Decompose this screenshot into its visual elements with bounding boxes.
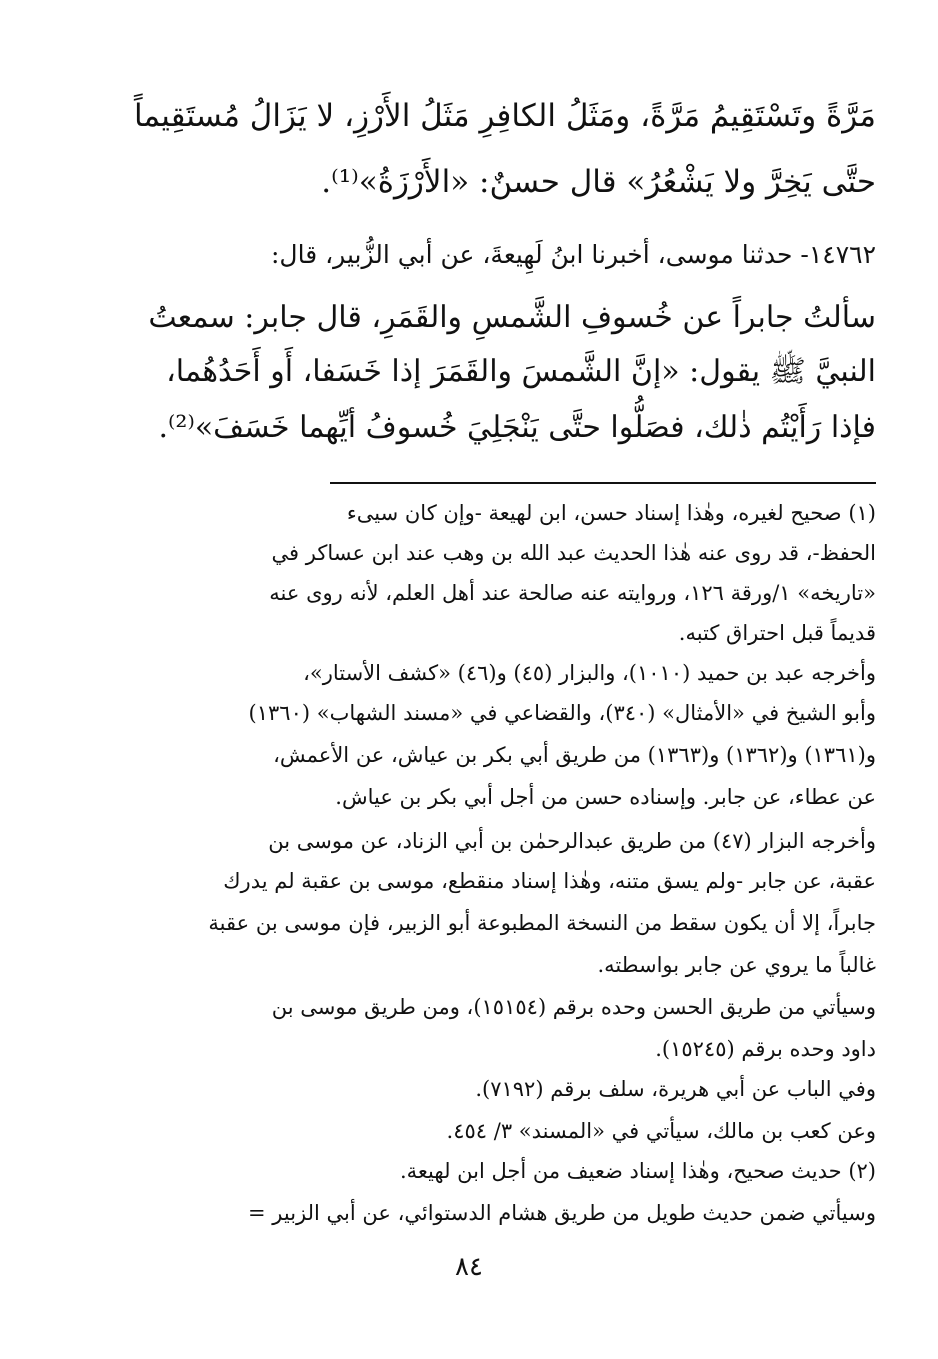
footnote-line: وسيأتي ضمن حديث طويل من طريق هشام الدستوائي، عن أبي الزبير = [248, 1201, 876, 1225]
main-text-line: النبيَّ ﷺ يقول: «إنَّ الشَّمسَ والقَمَرَ إذا خَسَفا، أَو أَحَدُهُما، [166, 354, 876, 389]
footnote-line: عن عطاء، عن جابر. وإسناده حسن من أجل أبي بكر بن عياش. [335, 785, 876, 809]
footnote-line: داود وحده برقم (١٥٢٤٥). [655, 1037, 876, 1061]
footnote-divider [330, 482, 876, 484]
footnote-line: وسيأتي من طريق الحسن وحده برقم (١٥١٥٤)، ومن طريق موسى بن [271, 995, 876, 1019]
page-number: ٨٤ [455, 1252, 483, 1282]
footnote-line: جابراً، إلا أن يكون سقط من النسخة المطبوعة أبو الزبير، فإن موسى بن عقبة [208, 911, 876, 935]
main-text-line: سألتُ جابراً عن خُسوفِ الشَّمسِ والقَمَرِ، قال جابر: سمعتُ [148, 300, 876, 335]
footnote-line: وعن كعب بن مالك، سيأتي في «المسند» ٣/ ٤٥٤. [446, 1119, 876, 1143]
footnote-line: الحفظ-، قد روى عنه هٰذا الحديث عبد الله بن وهب عند ابن عساكر في [271, 541, 876, 565]
footnote-line: قديماً قبل احتراق كتبه. [678, 621, 876, 645]
footnote-line: وفي الباب عن أبي هريرة، سلف برقم (٧١٩٢). [475, 1077, 876, 1101]
main-text-line: حتَّى يَخِرَّ ولا يَشْعُرُ» قال حسنٌ: «الأَرْزَةُ»⁽¹⁾. [321, 164, 876, 200]
footnote-line: (٢) حديث صحيح، وهٰذا إسناد ضعيف من أجل ابن لهيعة. [399, 1159, 876, 1183]
footnote-line: (١) صحيح لغيره، وهٰذا إسناد حسن، ابن لهيعة -وإن كان سيىء [346, 501, 876, 525]
hadith-heading: ١٤٧٦٢- حدثنا موسى، أخبرنا ابنُ لَهِيعةَ، عن أبي الزُّبير، قال: [271, 240, 876, 269]
main-text-line: مَرَّةً وتَسْتَقِيمُ مَرَّةً، ومَثَلُ الكافِرِ مَثَلُ الأَرْزِ، لا يَزَالُ مُستَقِيماً [133, 98, 876, 134]
footnote-line: وأخرجه عبد بن حميد (١٠١٠)، والبزار (٤٥) و(٤٦) «كشف الأستار»، [303, 661, 876, 685]
footnote-line: عقبة، عن جابر -ولم يسق متنه، وهٰذا إسناد منقطع، موسى بن عقبة لم يدرك [223, 869, 876, 893]
footnote-line: و(١٣٦١) و(١٣٦٢) و(١٣٦٣) من طريق أبي بكر بن عياش، عن الأعمش، [273, 743, 876, 767]
footnote-line: وأخرجه البزار (٤٧) من طريق عبدالرحمٰن بن أبي الزناد، عن موسى بن [268, 829, 876, 853]
footnote-line: وأبو الشيخ في «الأمثال» (٣٤٠)، والقضاعي في «مسند الشهاب» (١٣٦٠) [248, 701, 876, 725]
main-text-line: فإذا رَأَيْتُم ذٰلك، فصَلُّوا حتَّى يَنْجَلِيَ خُسوفُ أيِّهما خَسَفَ»⁽²⁾. [158, 410, 876, 445]
footnote-line: غالباً ما يروي عن جابر بواسطته. [597, 953, 876, 977]
footnote-line: «تاريخه» ١/ورقة ١٢٦، وروايته عنه صالحة عند أهل العلم، لأنه روى عنه [269, 581, 876, 605]
